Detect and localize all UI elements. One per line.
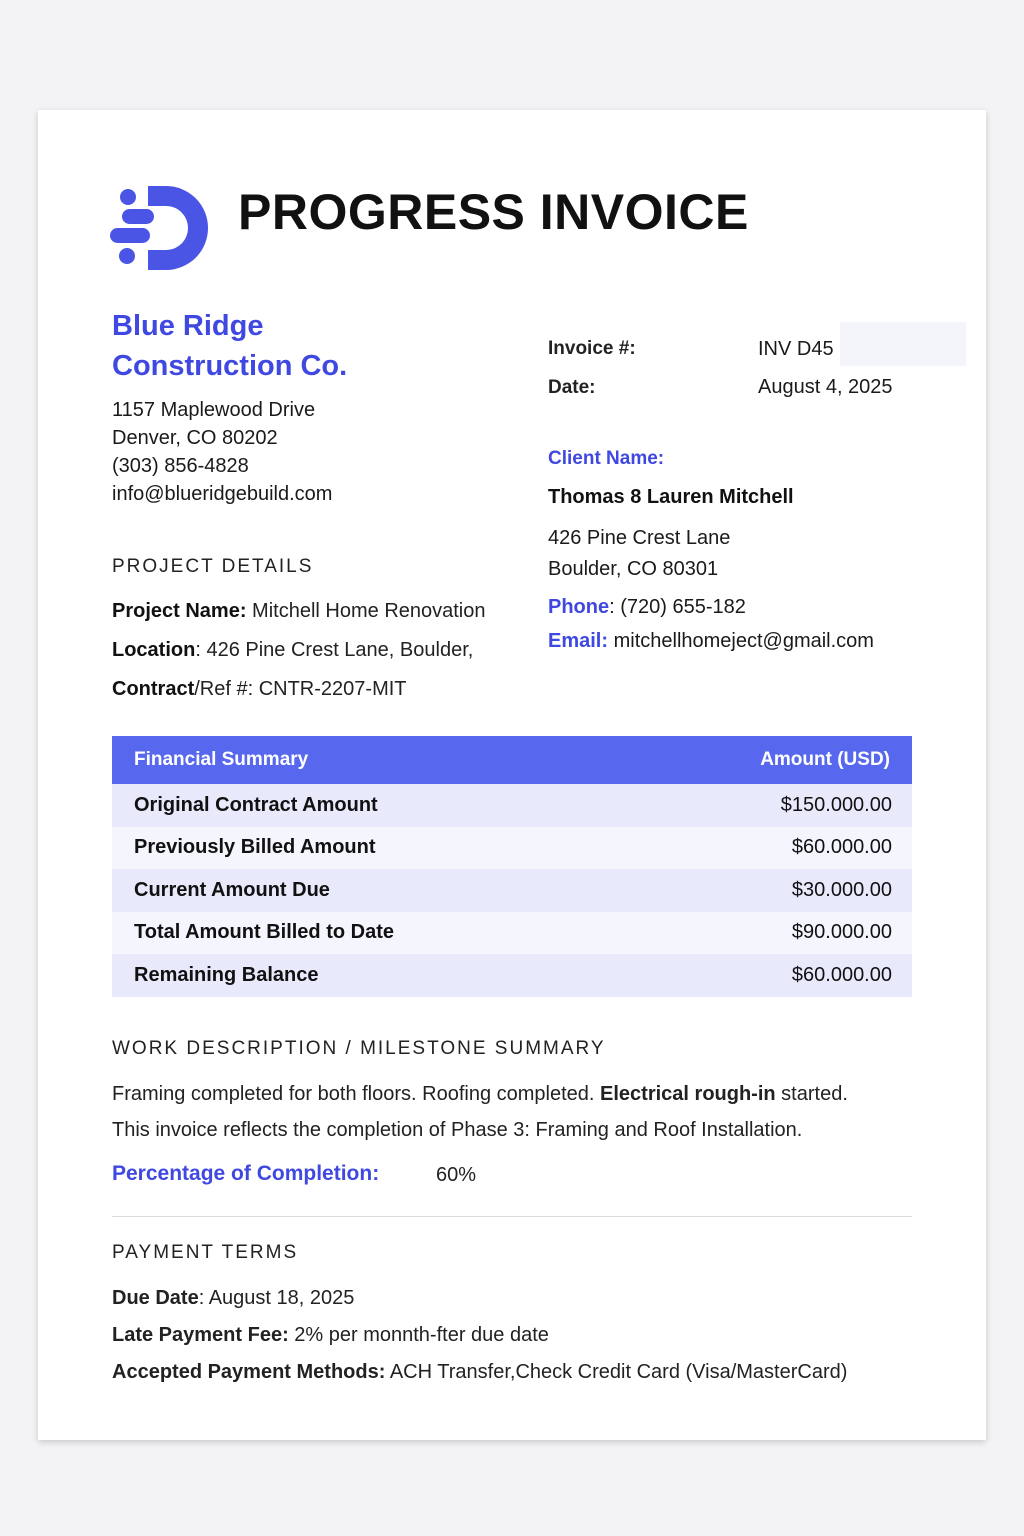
client-address-line2: Boulder, CO 80301 xyxy=(548,558,719,580)
payment-terms xyxy=(112,1280,847,1391)
row-label: Total Amount Billed to Date xyxy=(134,921,394,944)
page-title: PROGRESS INVOICE xyxy=(238,184,749,240)
client-label: Client Name: xyxy=(548,448,665,469)
row-amount: $150.000.00 xyxy=(780,793,892,816)
payment-methods xyxy=(112,1354,847,1391)
row-label: Original Contract Amount xyxy=(134,793,378,816)
section-divider xyxy=(112,1216,912,1217)
project-location-label: Location xyxy=(112,639,196,661)
invoice-number-value: INV D45 xyxy=(758,338,834,360)
table-row xyxy=(112,784,912,827)
due-date xyxy=(112,1280,847,1317)
client-phone xyxy=(548,596,746,619)
invoice-page xyxy=(38,110,986,1440)
table-row xyxy=(112,869,912,912)
header-amount: Amount (USD) xyxy=(760,749,890,770)
project-contract-label: Contract xyxy=(112,678,195,700)
client-phone-value: : (720) 655-182 xyxy=(609,596,746,618)
client-email-label: Email: xyxy=(548,630,609,652)
work-description xyxy=(112,1076,848,1148)
row-amount: $90.000.00 xyxy=(791,921,892,944)
work-description-line1 xyxy=(112,1076,848,1112)
row-label: Previously Billed Amount xyxy=(134,836,376,859)
header-financial-summary: Financial Summary xyxy=(134,749,309,770)
table-header xyxy=(112,736,912,784)
company-phone: (303) 856-4828 xyxy=(112,455,249,477)
work-line1-end: started. xyxy=(775,1083,848,1105)
financial-summary-table xyxy=(112,736,912,997)
project-contract-value: /Ref #: CNTR-2207-MIT xyxy=(194,678,407,700)
company-name xyxy=(112,306,432,386)
company-contact xyxy=(112,396,332,508)
row-label: Current Amount Due xyxy=(134,878,330,901)
due-date-label: Due Date xyxy=(112,1287,199,1309)
work-line1-start: Framing completed for both floors. Roofing completed. xyxy=(112,1083,601,1105)
late-fee-value: 2% per monnth-fter due date xyxy=(288,1324,549,1346)
client-email xyxy=(548,630,874,653)
table-row xyxy=(112,827,912,870)
due-date-value: : August 18, 2025 xyxy=(198,1287,355,1309)
client-address xyxy=(548,523,730,585)
table-row xyxy=(112,954,912,997)
project-name-label: Project Name: xyxy=(112,600,247,622)
row-amount: $30.000.00 xyxy=(791,878,892,901)
invoice-number-label: Invoice #: xyxy=(548,338,636,359)
work-line1-bold: Electrical rough-in xyxy=(600,1083,776,1105)
project-details-heading: PROJECT DETAILS xyxy=(112,556,314,577)
payment-methods-value: ACH Transfer,Check Credit Card (Visa/MasterCard) xyxy=(385,1361,848,1383)
company-name-line1: Blue Ridge xyxy=(112,310,264,342)
payment-terms-heading: PAYMENT TERMS xyxy=(112,1242,299,1263)
row-amount: $60.000.00 xyxy=(791,836,892,859)
row-amount: $60.000.00 xyxy=(791,963,892,986)
table-row xyxy=(112,912,912,955)
completion-value: 60% xyxy=(436,1164,477,1186)
client-email-value: mitchellhomeject@gmail.com xyxy=(608,630,874,652)
payment-methods-label: Accepted Payment Methods: xyxy=(112,1361,386,1383)
company-address-line2: Denver, CO 80202 xyxy=(112,427,278,449)
company-name-line2: Construction Co. xyxy=(112,350,348,382)
completion-label: Percentage of Completion: xyxy=(112,1162,380,1185)
work-description-line2: This invoice reflects the completion of Phase 3: Framing and Roof Installation. xyxy=(112,1119,803,1141)
project-location-value: : 426 Pine Crest Lane, Boulder, xyxy=(195,639,474,661)
project-contract xyxy=(112,678,407,701)
client-address-line1: 426 Pine Crest Lane xyxy=(548,527,731,549)
company-address-line1: 1157 Maplewood Drive xyxy=(112,399,316,421)
invoice-date-label: Date: xyxy=(548,377,596,398)
client-phone-label: Phone xyxy=(548,596,610,618)
invoice-date-value: August 4, 2025 xyxy=(758,376,893,398)
d-logo-icon xyxy=(110,186,210,270)
project-location xyxy=(112,639,473,662)
late-fee-label: Late Payment Fee: xyxy=(112,1324,289,1346)
row-label: Remaining Balance xyxy=(134,963,319,986)
company-email: info@blueridgebuild.com xyxy=(112,483,333,505)
project-name-value: Mitchell Home Renovation xyxy=(246,600,486,622)
work-description-heading: WORK DESCRIPTION / MILESTONE SUMMARY xyxy=(112,1038,606,1059)
project-name xyxy=(112,600,486,623)
invoice-number-highlight xyxy=(840,322,966,366)
late-fee xyxy=(112,1317,847,1354)
client-name: Thomas 8 Lauren Mitchell xyxy=(548,486,794,508)
